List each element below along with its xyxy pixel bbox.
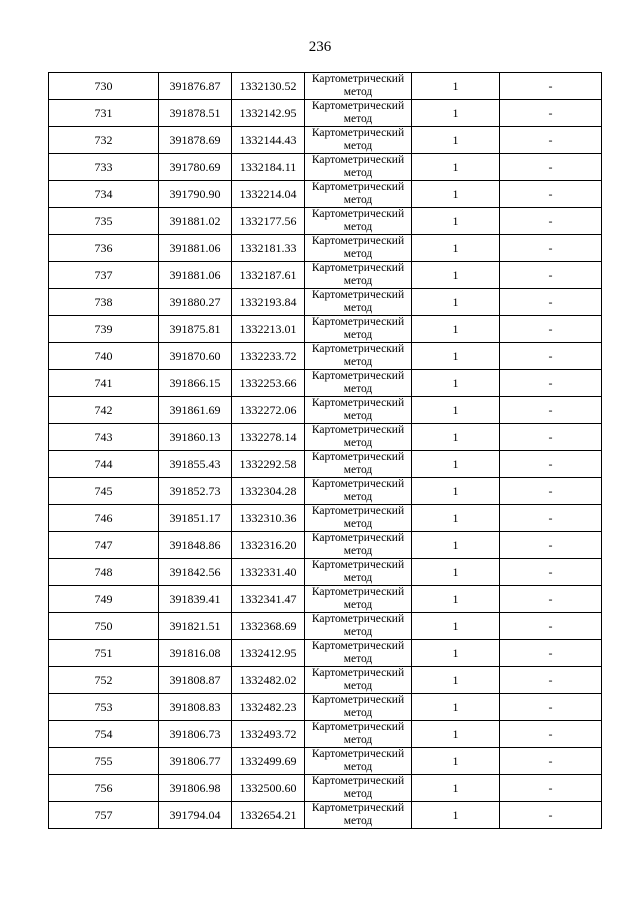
description-cell: - xyxy=(500,478,602,505)
table-row xyxy=(49,127,602,154)
point-number-cell: 755 xyxy=(49,748,159,775)
point-number-cell: 752 xyxy=(49,667,159,694)
coordinates-table xyxy=(48,72,602,829)
point-number-cell: 740 xyxy=(49,343,159,370)
coord-y-cell: 1332304.28 xyxy=(232,478,305,505)
method-cell: Картометрический метод xyxy=(305,640,412,667)
method-cell: Картометрический метод xyxy=(305,478,412,505)
description-cell: - xyxy=(500,559,602,586)
accuracy-cell: 1 xyxy=(412,208,500,235)
point-number-cell: 739 xyxy=(49,316,159,343)
table-row xyxy=(49,532,602,559)
point-number-cell: 748 xyxy=(49,559,159,586)
coord-x-cell: 391860.13 xyxy=(159,424,232,451)
method-cell: Картометрический метод xyxy=(305,127,412,154)
point-number-cell: 756 xyxy=(49,775,159,802)
description-cell: - xyxy=(500,289,602,316)
description-cell: - xyxy=(500,613,602,640)
description-cell: - xyxy=(500,748,602,775)
accuracy-cell: 1 xyxy=(412,613,500,640)
accuracy-cell: 1 xyxy=(412,316,500,343)
description-cell: - xyxy=(500,586,602,613)
accuracy-cell: 1 xyxy=(412,343,500,370)
accuracy-cell: 1 xyxy=(412,802,500,829)
table-row xyxy=(49,316,602,343)
point-number-cell: 745 xyxy=(49,478,159,505)
coord-y-cell: 1332500.60 xyxy=(232,775,305,802)
coord-y-cell: 1332253.66 xyxy=(232,370,305,397)
point-number-cell: 750 xyxy=(49,613,159,640)
method-cell: Картометрический метод xyxy=(305,802,412,829)
accuracy-cell: 1 xyxy=(412,559,500,586)
coord-x-cell: 391808.87 xyxy=(159,667,232,694)
accuracy-cell: 1 xyxy=(412,478,500,505)
table-row xyxy=(49,370,602,397)
method-cell: Картометрический метод xyxy=(305,613,412,640)
accuracy-cell: 1 xyxy=(412,532,500,559)
point-number-cell: 734 xyxy=(49,181,159,208)
method-cell: Картометрический метод xyxy=(305,424,412,451)
coord-x-cell: 391881.02 xyxy=(159,208,232,235)
description-cell: - xyxy=(500,775,602,802)
method-cell: Картометрический метод xyxy=(305,748,412,775)
table-row xyxy=(49,640,602,667)
coord-y-cell: 1332499.69 xyxy=(232,748,305,775)
table-row xyxy=(49,802,602,829)
coord-x-cell: 391816.08 xyxy=(159,640,232,667)
method-cell: Картометрический метод xyxy=(305,451,412,478)
point-number-cell: 747 xyxy=(49,532,159,559)
method-cell: Картометрический метод xyxy=(305,667,412,694)
method-cell: Картометрический метод xyxy=(305,73,412,100)
description-cell: - xyxy=(500,424,602,451)
method-cell: Картометрический метод xyxy=(305,586,412,613)
coord-x-cell: 391806.77 xyxy=(159,748,232,775)
method-cell: Картометрический метод xyxy=(305,694,412,721)
method-cell: Картометрический метод xyxy=(305,208,412,235)
coord-x-cell: 391876.87 xyxy=(159,73,232,100)
table-row xyxy=(49,478,602,505)
description-cell: - xyxy=(500,262,602,289)
method-cell: Картометрический метод xyxy=(305,235,412,262)
coord-y-cell: 1332233.72 xyxy=(232,343,305,370)
point-number-cell: 738 xyxy=(49,289,159,316)
coord-x-cell: 391806.73 xyxy=(159,721,232,748)
description-cell: - xyxy=(500,73,602,100)
accuracy-cell: 1 xyxy=(412,586,500,613)
point-number-cell: 735 xyxy=(49,208,159,235)
method-cell: Картометрический метод xyxy=(305,154,412,181)
description-cell: - xyxy=(500,100,602,127)
description-cell: - xyxy=(500,694,602,721)
accuracy-cell: 1 xyxy=(412,640,500,667)
point-number-cell: 743 xyxy=(49,424,159,451)
method-cell: Картометрический метод xyxy=(305,397,412,424)
point-number-cell: 733 xyxy=(49,154,159,181)
coord-x-cell: 391839.41 xyxy=(159,586,232,613)
coord-x-cell: 391794.04 xyxy=(159,802,232,829)
point-number-cell: 753 xyxy=(49,694,159,721)
coord-y-cell: 1332654.21 xyxy=(232,802,305,829)
method-cell: Картометрический метод xyxy=(305,343,412,370)
coord-x-cell: 391861.69 xyxy=(159,397,232,424)
coord-x-cell: 391790.90 xyxy=(159,181,232,208)
method-cell: Картометрический метод xyxy=(305,505,412,532)
table-row xyxy=(49,262,602,289)
description-cell: - xyxy=(500,505,602,532)
table-row xyxy=(49,181,602,208)
table-row xyxy=(49,451,602,478)
description-cell: - xyxy=(500,208,602,235)
point-number-cell: 732 xyxy=(49,127,159,154)
point-number-cell: 736 xyxy=(49,235,159,262)
description-cell: - xyxy=(500,451,602,478)
table-row xyxy=(49,424,602,451)
accuracy-cell: 1 xyxy=(412,181,500,208)
coord-y-cell: 1332184.11 xyxy=(232,154,305,181)
description-cell: - xyxy=(500,343,602,370)
coord-y-cell: 1332316.20 xyxy=(232,532,305,559)
coord-y-cell: 1332193.84 xyxy=(232,289,305,316)
accuracy-cell: 1 xyxy=(412,667,500,694)
table-row xyxy=(49,100,602,127)
coord-x-cell: 391866.15 xyxy=(159,370,232,397)
coord-y-cell: 1332493.72 xyxy=(232,721,305,748)
coordinates-table-body xyxy=(49,73,602,829)
table-row xyxy=(49,748,602,775)
table-row xyxy=(49,154,602,181)
point-number-cell: 741 xyxy=(49,370,159,397)
accuracy-cell: 1 xyxy=(412,451,500,478)
coord-y-cell: 1332412.95 xyxy=(232,640,305,667)
coord-y-cell: 1332368.69 xyxy=(232,613,305,640)
table-row xyxy=(49,397,602,424)
accuracy-cell: 1 xyxy=(412,775,500,802)
accuracy-cell: 1 xyxy=(412,127,500,154)
point-number-cell: 742 xyxy=(49,397,159,424)
description-cell: - xyxy=(500,397,602,424)
coord-y-cell: 1332177.56 xyxy=(232,208,305,235)
description-cell: - xyxy=(500,127,602,154)
method-cell: Картометрический метод xyxy=(305,100,412,127)
coord-x-cell: 391821.51 xyxy=(159,613,232,640)
description-cell: - xyxy=(500,667,602,694)
description-cell: - xyxy=(500,802,602,829)
coord-y-cell: 1332187.61 xyxy=(232,262,305,289)
coord-x-cell: 391848.86 xyxy=(159,532,232,559)
method-cell: Картометрический метод xyxy=(305,775,412,802)
coord-y-cell: 1332482.23 xyxy=(232,694,305,721)
table-row xyxy=(49,343,602,370)
method-cell: Картометрический метод xyxy=(305,532,412,559)
table-row xyxy=(49,694,602,721)
accuracy-cell: 1 xyxy=(412,424,500,451)
point-number-cell: 751 xyxy=(49,640,159,667)
table-row xyxy=(49,667,602,694)
accuracy-cell: 1 xyxy=(412,397,500,424)
description-cell: - xyxy=(500,532,602,559)
accuracy-cell: 1 xyxy=(412,505,500,532)
method-cell: Картометрический метод xyxy=(305,370,412,397)
coord-x-cell: 391870.60 xyxy=(159,343,232,370)
table-row xyxy=(49,559,602,586)
coord-x-cell: 391881.06 xyxy=(159,235,232,262)
accuracy-cell: 1 xyxy=(412,235,500,262)
coord-x-cell: 391808.83 xyxy=(159,694,232,721)
accuracy-cell: 1 xyxy=(412,262,500,289)
point-number-cell: 754 xyxy=(49,721,159,748)
coord-x-cell: 391780.69 xyxy=(159,154,232,181)
point-number-cell: 749 xyxy=(49,586,159,613)
accuracy-cell: 1 xyxy=(412,748,500,775)
accuracy-cell: 1 xyxy=(412,100,500,127)
table-row xyxy=(49,505,602,532)
description-cell: - xyxy=(500,181,602,208)
table-row xyxy=(49,586,602,613)
method-cell: Картометрический метод xyxy=(305,721,412,748)
description-cell: - xyxy=(500,316,602,343)
point-number-cell: 744 xyxy=(49,451,159,478)
table-row xyxy=(49,775,602,802)
coord-x-cell: 391881.06 xyxy=(159,262,232,289)
description-cell: - xyxy=(500,235,602,262)
coord-x-cell: 391878.51 xyxy=(159,100,232,127)
accuracy-cell: 1 xyxy=(412,721,500,748)
method-cell: Картометрический метод xyxy=(305,559,412,586)
coord-x-cell: 391875.81 xyxy=(159,316,232,343)
table-row xyxy=(49,235,602,262)
coord-y-cell: 1332181.33 xyxy=(232,235,305,262)
point-number-cell: 757 xyxy=(49,802,159,829)
coord-y-cell: 1332310.36 xyxy=(232,505,305,532)
coord-x-cell: 391855.43 xyxy=(159,451,232,478)
coord-x-cell: 391852.73 xyxy=(159,478,232,505)
table-row xyxy=(49,613,602,640)
accuracy-cell: 1 xyxy=(412,289,500,316)
page-number: 236 xyxy=(308,39,332,55)
coord-y-cell: 1332292.58 xyxy=(232,451,305,478)
coord-y-cell: 1332214.04 xyxy=(232,181,305,208)
coord-y-cell: 1332341.47 xyxy=(232,586,305,613)
table-row xyxy=(49,73,602,100)
coord-y-cell: 1332142.95 xyxy=(232,100,305,127)
point-number-cell: 731 xyxy=(49,100,159,127)
table-row xyxy=(49,289,602,316)
coord-x-cell: 391880.27 xyxy=(159,289,232,316)
method-cell: Картометрический метод xyxy=(305,181,412,208)
accuracy-cell: 1 xyxy=(412,370,500,397)
coord-y-cell: 1332130.52 xyxy=(232,73,305,100)
point-number-cell: 730 xyxy=(49,73,159,100)
coord-y-cell: 1332482.02 xyxy=(232,667,305,694)
coord-y-cell: 1332272.06 xyxy=(232,397,305,424)
method-cell: Картометрический метод xyxy=(305,262,412,289)
point-number-cell: 737 xyxy=(49,262,159,289)
coord-x-cell: 391878.69 xyxy=(159,127,232,154)
method-cell: Картометрический метод xyxy=(305,289,412,316)
description-cell: - xyxy=(500,721,602,748)
table-row xyxy=(49,208,602,235)
description-cell: - xyxy=(500,370,602,397)
method-cell: Картометрический метод xyxy=(305,316,412,343)
coord-x-cell: 391851.17 xyxy=(159,505,232,532)
coord-x-cell: 391806.98 xyxy=(159,775,232,802)
description-cell: - xyxy=(500,154,602,181)
accuracy-cell: 1 xyxy=(412,694,500,721)
coord-y-cell: 1332331.40 xyxy=(232,559,305,586)
coord-y-cell: 1332278.14 xyxy=(232,424,305,451)
description-cell: - xyxy=(500,640,602,667)
accuracy-cell: 1 xyxy=(412,73,500,100)
coord-x-cell: 391842.56 xyxy=(159,559,232,586)
table-row xyxy=(49,721,602,748)
point-number-cell: 746 xyxy=(49,505,159,532)
coord-y-cell: 1332213.01 xyxy=(232,316,305,343)
coord-y-cell: 1332144.43 xyxy=(232,127,305,154)
accuracy-cell: 1 xyxy=(412,154,500,181)
